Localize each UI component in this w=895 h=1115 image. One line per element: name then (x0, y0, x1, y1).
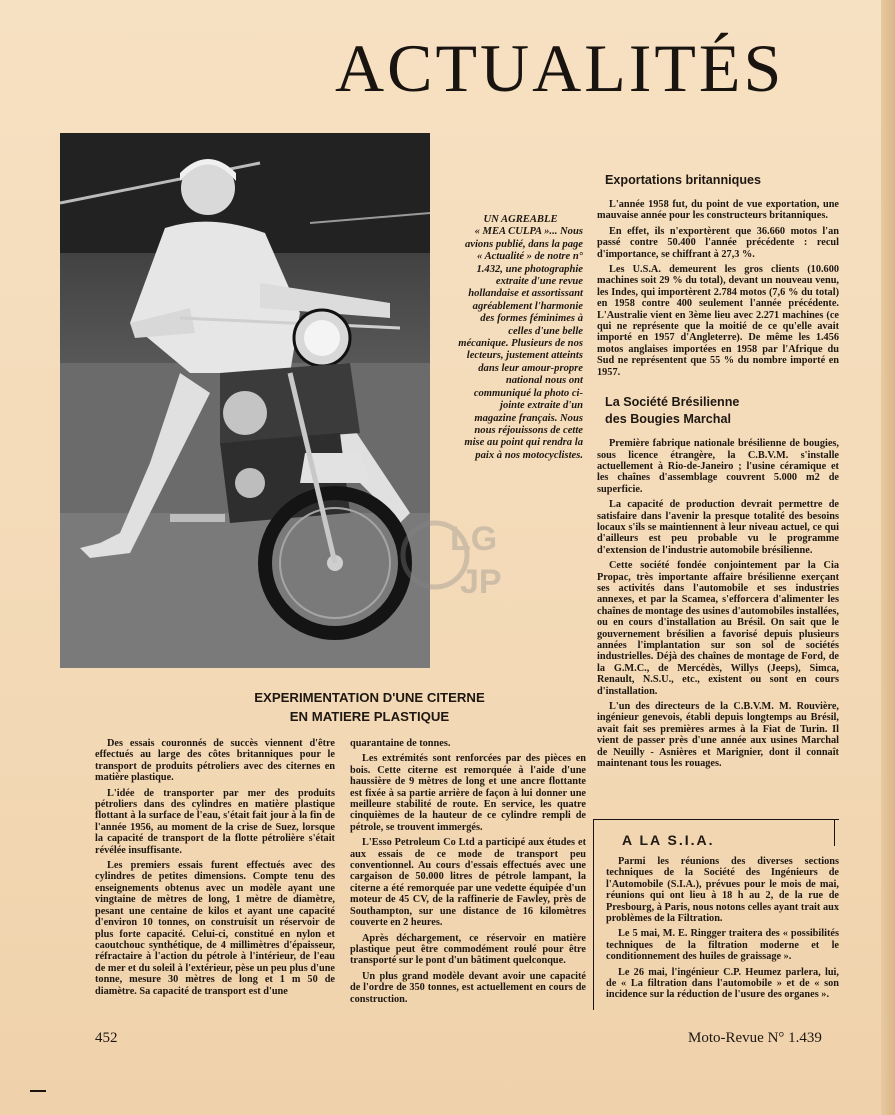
page-headline: ACTUALITÉS (335, 30, 785, 106)
watermark-line1: LG (450, 520, 498, 558)
page-edge (881, 0, 895, 1115)
sia-paragraph: Le 5 mai, M. E. Ringger traitera des « possibilités techniques de la filtration moderne et le conditionnement des huiles de graissage ». (606, 928, 839, 963)
societe-title (597, 394, 839, 428)
watermark-line2: JP (460, 563, 502, 601)
experimentation-title-line1: EXPERIMENTATION D'UNE CITERNE (254, 690, 485, 705)
sia-title-rule (834, 820, 835, 846)
photo-illustration (60, 133, 430, 668)
sia-title: A LA S.I.A. (622, 832, 715, 848)
experimentation-paragraph: Les extrémités sont renforcées par des pièces en bois. Cette citerne est remorquée à l'aide d'une haussière de 9 mètres de long et une ancre flottante est fixée à sa partie arrière de façon à lui donner une meilleure stabilité de route. En service, les quatre cinquièmes de la hauteur de ce cylindre rempli de pétrole, se trouvent immergés. (350, 753, 586, 833)
experimentation-paragraph: quarantaine de tonnes. (350, 738, 451, 749)
experimentation-paragraph: L'Esso Petroleum Co Ltd a participé aux études et aux essais de ce mode de transport peu conventionnel. Au cours d'essais effectués avec une cargaison de 50.000 litres de pétrole lampant, la citerne a été remorquée par une vedette équipée d'un moteur de 45 CV, de la raffinerie de Fawley, près de Southampton, sur une distance de 16 kilomètres couverte en 2 heures. (350, 837, 586, 929)
societe-paragraph: L'un des directeurs de la C.B.V.M. M. Rouvière, ingénieur genevois, établi depuis longtemps au Brésil, avait fait ses premières armes à la Fiat de Turin. Il vient de passer près d'une année aux usines Marchal de Neuilly - Asnières et Marignier, dont il connaît maintenant tous les rouages. (597, 701, 839, 770)
watermark-logo (400, 505, 520, 605)
sia-body (594, 856, 839, 1001)
experimentation-title-line2: EN MATIERE PLASTIQUE (289, 709, 450, 724)
experimentation-paragraph: Un plus grand modèle devant avoir une capacité de l'ordre de 350 tonnes, est actuellement en cours de construction. (350, 970, 586, 1005)
experimentation-column-1 (95, 738, 335, 1001)
experimentation-paragraph: Des essais couronnés de succès viennent d'être effectués au large des côtes britanniques pour le transport de produits pétroliers avec des citernes en matière plastique. (95, 738, 335, 784)
societe-title-line1: La Société Brésilienne (605, 395, 740, 410)
right-column (597, 172, 839, 773)
experimentation-paragraph: L'idée de transporter par mer des produits pétroliers dans des cylindres en matière plastique flottant à la surface de l'eau, s'était fait jour à la fin de l'année 1956, au moment de la crise de Suez, lorsque la capacité de transport de la flotte pétrolière s'était révélée insuffisante. (95, 787, 335, 856)
caption-title: UN AGREABLE (483, 214, 558, 225)
sia-paragraph: Le 26 mai, l'ingénieur C.P. Heumez parlera, lui, de « La filtration dans l'automobile » et de « son incidence sur la réduction de l'usure des organes ». (606, 966, 839, 1001)
photo-caption (458, 214, 583, 462)
experimentation-paragraph: Les premiers essais furent effectués avec des cylindres de petites dimensions. Compte tenu des enseignements obtenus avec un modèle ayant une vingtaine de mètres de long, 1 mètre de diamètre, pesant une centaine de kilos et ayant une capacité d'environ 10 tonnes, on construisit un réservoir de plus forte capacité. Celui-ci, constitué en nylon et caoutchouc synthétique, de 4 millimètres d'épaisseur, réfractaire à l'action du pétrole à l'intérieur, de l'eau de mer et du soleil à l'extérieur, pèse un peu plus d'une tonne, mesure 30 mètres de long et 1 m 50 de diamètre. Sa capacité de transport est d'une (95, 860, 335, 997)
societe-paragraph: Première fabrique nationale brésilienne de bougies, sous licence étrangère, la C.B.V.M. s'installe actuellement à Rio-de-Janeiro ; l'usine céramique et les chaînes d'assemblage couvrent 5.000 m2 de superficie. (597, 438, 839, 495)
societe-paragraph: Cette société fondée conjointement par la Cia Propac, très importante affaire brésilienne exerçant ses activités dans l'automobile et ses industries annexes, et par la Scamea, s'efforcera d'alimenter les chaînes de montage des usines d'automobiles installées, ou en cours d'installation au Brésil. On sait que le gouvernement brésilien a favorisé depuis plusieurs années l'implantation sur son sol de sociétés industrielles. Déjà des chaînes de montage de Ford, de la G.M.C., de Mercédès, Willys (Jeeps), Simca, Renault, N.S.U., etc., existent ou sont en cours d'installation. (597, 560, 839, 697)
page-number: 452 (95, 1030, 118, 1046)
societe-paragraph: La capacité de production devrait permettre de satisfaire dans l'avenir la presque totalité des besoins locaux s'ils se maintiennent à leur niveau actuel, ce qui d'ailleurs est peu probable vu le programme d'extension de l'industrie automobile brésilienne. (597, 499, 839, 556)
experimentation-paragraph: Après déchargement, ce réservoir en matière plastique peut être commodément roulé pour être transporté sur le pont d'un bâtiment quelconque. (350, 932, 586, 967)
magazine-issue: Moto-Revue N° 1.439 (688, 1030, 822, 1046)
caption-text: « MEA CULPA »... Nous avions publié, dans la page « Actualité » de notre n° 1.432, une photographie extraite d'une revue hollandaise et assortissant agréablement l'harmonie des formes féminimes à celles d'une belle mécanique. Plusieurs de nos lecteurs, justement atteints dans leur amour-propre national nous ont communiqué la photo ci-jointe extraite d'un magazine français. Nous nous réjouissons de cette mise au point qui rendra la paix à nos motocyclistes. (458, 226, 583, 461)
exportations-title: Exportations britanniques (605, 173, 762, 187)
motorcycle-photo (60, 133, 430, 668)
corner-mark (30, 1090, 46, 1092)
societe-title-line2: des Bougies Marchal (605, 412, 731, 427)
experimentation-title (232, 688, 507, 726)
exportations-paragraph: Les U.S.A. demeurent les gros clients (10.600 machines soit 29 % du total), devant un nouveau venu, les Indes, qui importèrent 2.784 motos (7,6 % du total) en 1958 contre 400 seulement l'année précédente. L'Australie vient en 3ème lieu avec 2.271 machines (ce qui ne représente que la moitié de ce qu'elle avait importé en 1957 d'Angleterre). De même les 1.456 motos anglaises importées en 1958 par l'Afrique du Sud ne représentent que 55 % du nombre importé en 1957. (597, 264, 839, 378)
exportations-paragraph: L'année 1958 fut, du point de vue exportation, une mauvaise année pour les constructeurs britanniques. (597, 199, 839, 222)
exportations-paragraph: En effet, ils n'exportèrent que 36.660 motos l'an passé contre 50.400 l'année précédente : recul d'importance, se chiffrant à 27,3 %. (597, 225, 839, 260)
experimentation-column-2 (350, 738, 586, 1009)
sia-box (593, 819, 839, 1010)
sia-paragraph: Parmi les réunions des diverses sections techniques de la Société des Ingénieurs de l'Automobile (S.I.A.), prévues pour le mois de mai, réunions qui ont lieu à 18 h au 2, de la rue de Presbourg, à Paris, nous notons celles ayant trait aux problèmes de la Filtration. (606, 856, 839, 925)
